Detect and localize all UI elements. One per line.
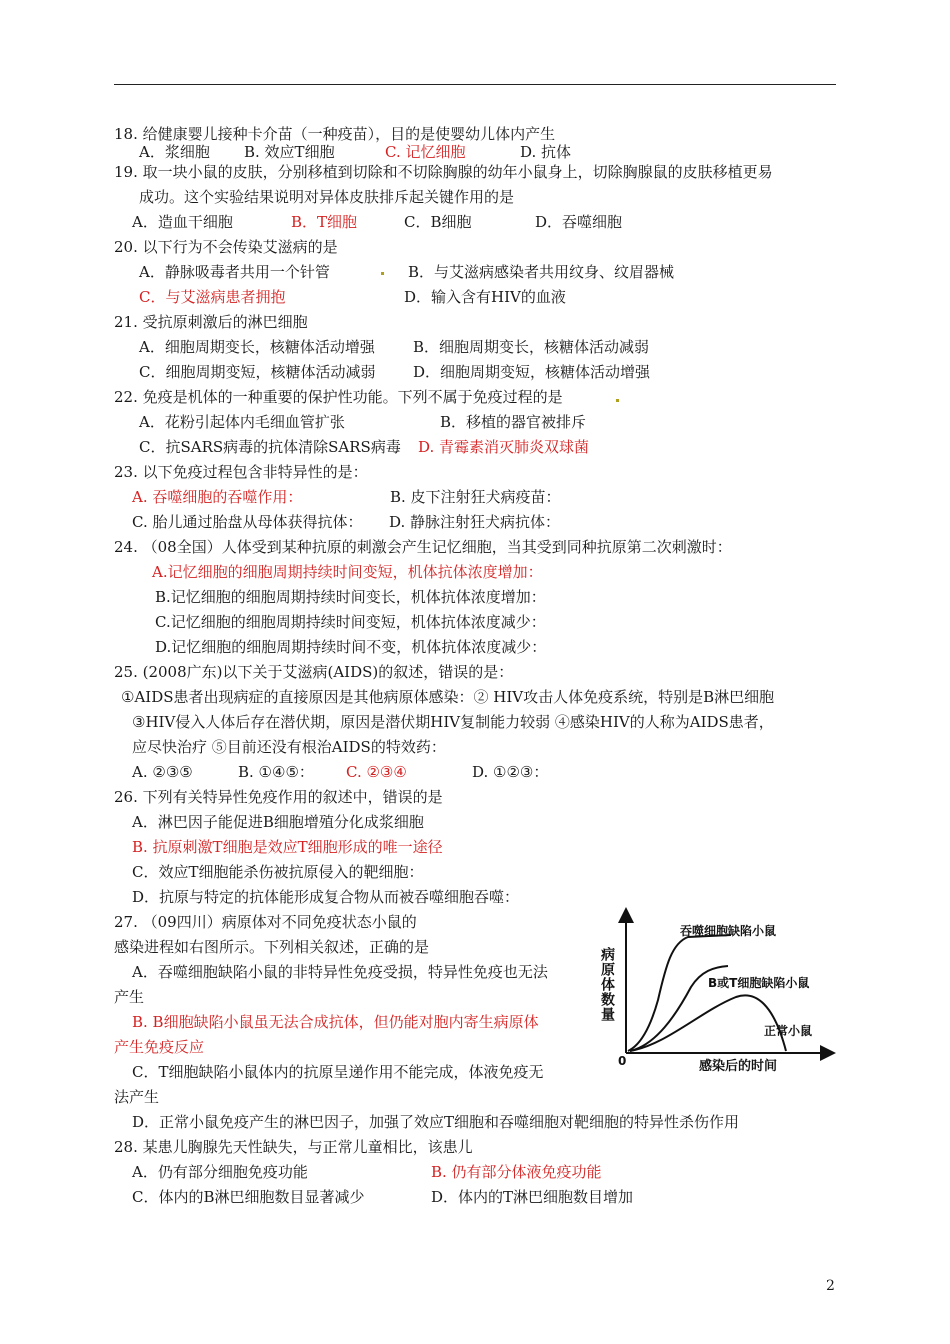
q25-statement-line-2: ③HIV侵入人体后存在潜伏期，原因是潜伏期HIV复制能力较弱 ④感染HIV的人称为AIDS患者，: [132, 713, 774, 731]
q28-option-b: B. 仍有部分体液免疫功能: [431, 1163, 602, 1181]
q23-option-a: A. 吞噬细胞的吞噬作用：: [132, 488, 303, 506]
q27-stem-2: 感染进程如右图所示。下列相关叙述，正确的是: [114, 938, 430, 956]
q25-stem: 25. (2008广东)以下关于艾滋病(AIDS)的叙述，错误的是：: [114, 663, 514, 681]
q19-stem-2: 成功。这个实验结果说明对异体皮肤排斥起关键作用的是: [139, 188, 515, 206]
q25-statement-line-1: ①AIDS患者出现病症的直接原因是其他病原体感染：② HIV攻击人体免疫系统，特别是B淋巴细胞: [121, 688, 775, 706]
q19-option-b: B．T细胞: [291, 213, 358, 231]
q21-option-d: D．细胞周期变短，核糖体活动增强: [413, 363, 651, 381]
q25-statement-line-3: 应尽快治疗 ⑤目前还没有根治AIDS的特效药：: [132, 738, 446, 756]
q25-option-a: A. ②③⑤: [132, 763, 193, 781]
q20-option-c: C．与艾滋病患者拥抱: [139, 288, 286, 306]
q27-option-b-line-2: 产生免疫反应: [114, 1038, 205, 1056]
q23-option-c: C. 胎儿通过胎盘从母体获得抗体：: [132, 513, 363, 531]
q22-option-d: D. 青霉素消灭肺炎双球菌: [418, 438, 590, 456]
q27-stem-1: 27. （09四川）病原体对不同免疫状态小鼠的: [114, 913, 417, 931]
q27-option-a-line-1: A．吞噬细胞缺陷小鼠的非特异性免疫受损，特异性免疫也无法: [132, 963, 548, 981]
q25-option-c: C. ②③④: [346, 763, 407, 781]
origin-label: 0: [618, 1054, 627, 1068]
q21-option-c: C．细胞周期变短，核糖体活动减弱: [139, 363, 376, 381]
q24-stem: 24. （08全国）人体受到某种抗原的刺激会产生记忆细胞，当其受到同种抗原第二次刺激时：: [114, 538, 732, 556]
series-label-phagocyte-deficient: 吞噬细胞缺陷小鼠: [680, 924, 777, 938]
header-rule: [114, 84, 836, 85]
q21-option-a: A．细胞周期变长，核糖体活动增强: [139, 338, 375, 356]
q22-stem: 22. 免疫是机体的一种重要的保护性功能。下列不属于免疫过程的是: [114, 388, 563, 406]
stray-mark: [616, 399, 619, 402]
q27-option-c-line-2: 法产生: [114, 1088, 160, 1106]
q25-option-b: B. ①④⑤：: [238, 763, 314, 781]
q22-option-a: A．花粉引起体内毛细血管扩张: [139, 413, 345, 431]
q20-option-d: D．输入含有HIV的血液: [404, 288, 566, 306]
series-label-bt-deficient: B或T细胞缺陷小鼠: [708, 976, 810, 990]
q19-stem-1: 19. 取一块小鼠的皮肤，分别移植到切除和不切除胸腺的幼年小鼠身上，切除胸腺鼠的皮肤移植更易: [114, 163, 773, 181]
q24-option-c: C.记忆细胞的细胞周期持续时间变短，机体抗体浓度减少：: [155, 613, 546, 631]
q18-option-d: D. 抗体: [520, 143, 572, 161]
q23-option-b: B. 皮下注射狂犬病疫苗：: [390, 488, 561, 506]
series-label-normal: 正常小鼠: [764, 1024, 813, 1038]
q21-stem: 21. 受抗原刺激后的淋巴细胞: [114, 313, 308, 331]
q19-option-c: C．B细胞: [404, 213, 472, 231]
x-axis-label: 感染后的时间: [699, 1059, 778, 1074]
q23-stem: 23. 以下免疫过程包含非特异性的是：: [114, 463, 368, 481]
q27-option-c-line-1: C．T细胞缺陷小鼠体内的抗原呈递作用不能完成，体液免疫无: [132, 1063, 544, 1081]
q27-infection-chart: [596, 905, 836, 1080]
q26-stem: 26. 下列有关特异性免疫作用的叙述中，错误的是: [114, 788, 443, 806]
series-line-normal: [630, 995, 786, 1051]
q26-option-b: B. 抗原刺激T细胞是效应T细胞形成的唯一途径: [132, 838, 443, 856]
q26-option-a: A．淋巴因子能促进B细胞增殖分化成浆细胞: [132, 813, 424, 831]
q20-stem: 20. 以下行为不会传染艾滋病的是: [114, 238, 338, 256]
q26-option-d: D．抗原与特定的抗体能形成复合物从而被吞噬细胞吞噬：: [132, 888, 520, 906]
y-axis-label: 病原体数量: [599, 947, 615, 1022]
q24-option-d: D.记忆细胞的细胞周期持续时间不变，机体抗体浓度减少：: [155, 638, 547, 656]
q18-option-b: B. 效应T细胞: [244, 143, 335, 161]
q22-option-b: B．移植的器官被排斥: [440, 413, 587, 431]
q28-option-c: C．体内的B淋巴细胞数目显著减少: [132, 1188, 365, 1206]
q26-option-c: C．效应T细胞能杀伤被抗原侵入的靶细胞：: [132, 863, 424, 881]
q25-option-d: D. ①②③：: [472, 763, 549, 781]
q27-option-b-line-1: B. B细胞缺陷小鼠虽无法合成抗体，但仍能对胞内寄生病原体: [132, 1013, 539, 1031]
q22-option-c: C．抗SARS病毒的抗体清除SARS病毒: [139, 438, 401, 456]
q18-stem: 18. 给健康婴儿接种卡介苗（一种疫苗），目的是使婴幼儿体内产生: [114, 125, 556, 143]
series-line-phagocyte-deficient: [628, 935, 731, 1051]
q19-option-d: D．吞噬细胞: [535, 213, 623, 231]
q27-option-a-line-2: 产生: [114, 988, 145, 1006]
q18-option-a: A．浆细胞: [139, 143, 210, 161]
page-number: 2: [826, 1278, 835, 1294]
q23-option-d: D. 静脉注射狂犬病抗体：: [389, 513, 561, 531]
q28-option-a: A．仍有部分细胞免疫功能: [132, 1163, 308, 1181]
q28-option-d: D．体内的T淋巴细胞数目增加: [431, 1188, 634, 1206]
q19-option-a: A．造血干细胞: [132, 213, 233, 231]
q24-option-b: B.记忆细胞的细胞周期持续时间变长，机体抗体浓度增加：: [155, 588, 546, 606]
q20-option-a: A．静脉吸毒者共用一个针管: [139, 263, 330, 281]
q24-option-a: A.记忆细胞的细胞周期持续时间变短，机体抗体浓度增加：: [152, 563, 543, 581]
q20-option-b: B．与艾滋病感染者共用纹身、纹眉器械: [408, 263, 675, 281]
q18-option-c: C. 记忆细胞: [385, 143, 466, 161]
q28-stem: 28. 某患儿胸腺先天性缺失，与正常儿童相比，该患儿: [114, 1138, 473, 1156]
stray-mark: [381, 272, 384, 275]
q27-option-d: D．正常小鼠免疫产生的淋巴因子，加强了效应T细胞和吞噬细胞对靶细胞的特异性杀伤作用: [132, 1113, 740, 1131]
q21-option-b: B．细胞周期变长，核糖体活动减弱: [413, 338, 650, 356]
